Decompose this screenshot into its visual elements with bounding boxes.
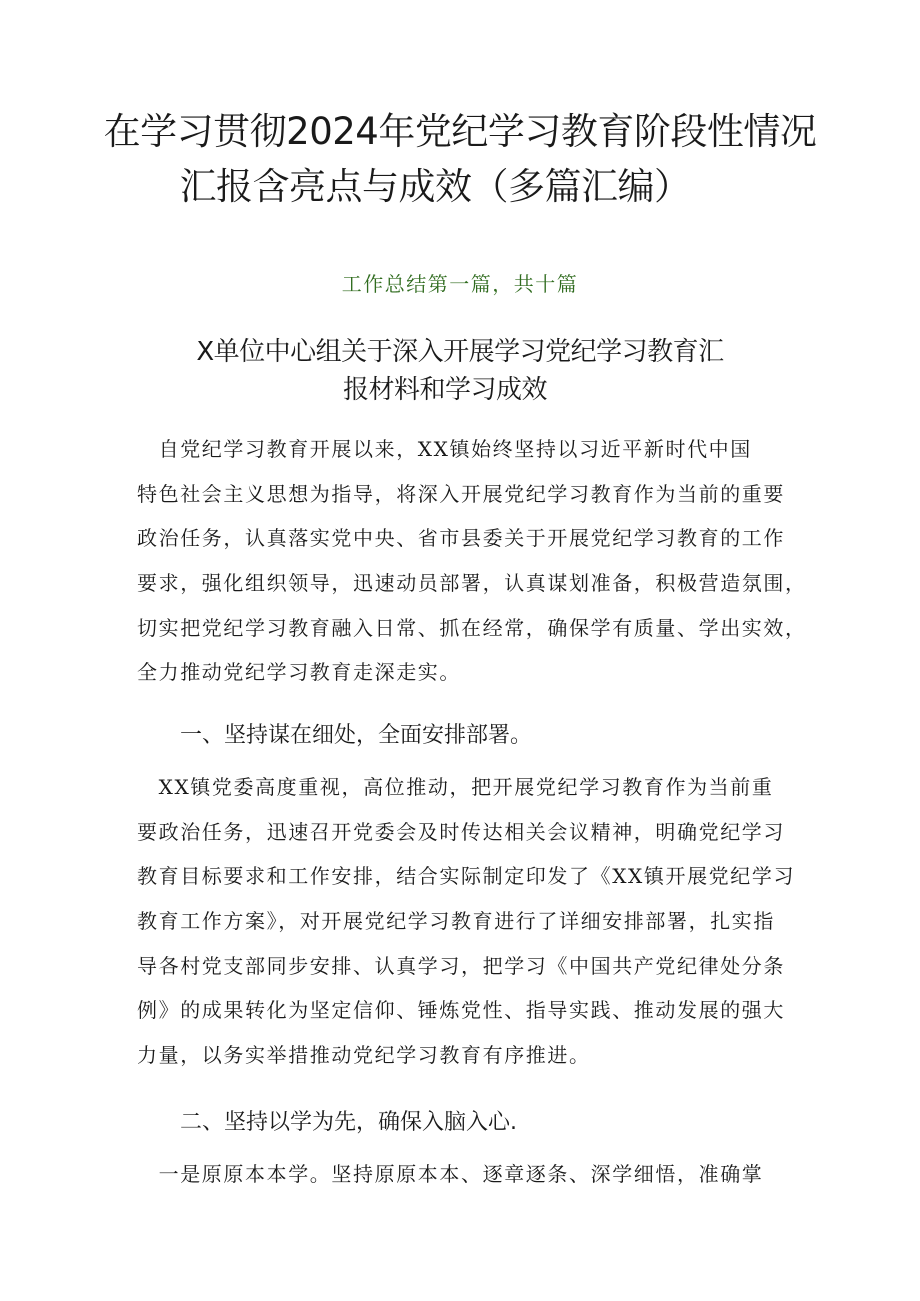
paragraph-line: 一是原原本本学。坚持原原本本、逐章逐条、深学细悟，准确掌: [137, 1162, 764, 1186]
paragraph-line: 教育工作方案》，对开展党纪学习教育进行了详细安排部署，扎实指: [137, 909, 775, 934]
section-title-line: X单位中心组关于深入开展学习党纪学习教育汇: [196, 337, 724, 367]
paragraph-line: 自党纪学习教育开展以来，XX镇始终坚持以习近平新时代中国: [137, 437, 752, 461]
paragraph-line: 导各村党支部同步安排、认真学习，把学习《中国共产党纪律处分条: [137, 953, 785, 978]
heading-2: 二、坚持以学为先，确保入脑入心.: [180, 1110, 517, 1135]
paragraph-line: 切实把党纪学习教育融入日常、抓在经常，确保学有质量、学出实效，: [137, 615, 807, 640]
title-line: 在学习贯彻2024年党纪学习教育阶段性情况: [103, 110, 817, 153]
section2-paragraph: [137, 1152, 797, 1197]
heading-1: 一、坚持谋在细处，全面安排部署。: [180, 723, 533, 748]
paragraph-line: 教育目标要求和工作安排，结合实际制定印发了《XX镇开展党纪学习: [137, 864, 796, 889]
paragraph-line: 政治任务，认真落实党中央、省市县委关于开展党纪学习教育的工作: [137, 526, 785, 551]
paragraph-line: XX镇党委高度重视，高位推动，把开展党纪学习教育作为当前重: [137, 775, 774, 799]
paragraph-line: 全力推动党纪学习教育走深走实。: [137, 660, 461, 685]
intro-paragraph: [137, 427, 807, 695]
paragraph-line: 要政治任务，迅速召开党委会及时传达相关会议精神，明确党纪学习: [137, 819, 785, 844]
paragraph-line: 要求，强化组织领导，迅速动员部署，认真谋划准备，积极营造氛围，: [137, 571, 807, 596]
section1-paragraph: [137, 765, 797, 1078]
document-title: [0, 104, 920, 214]
paragraph-line: 力量，以务实举措推动党纪学习教育有序推进。: [137, 1043, 591, 1068]
section-title-line: 报材料和学习成效: [342, 375, 547, 405]
paragraph-line: 特色社会主义思想为指导，将深入开展党纪学习教育作为当前的重要: [137, 481, 785, 506]
document-subtitle: 工作总结第一篇，共十篇: [341, 272, 579, 296]
title-line: 汇报含亮点与成效（多篇汇编）: [179, 165, 691, 208]
paragraph-line: 例》的成果转化为坚定信仰、锤炼党性、指导实践、推动发展的强大: [137, 998, 785, 1023]
section-title: [0, 333, 920, 409]
